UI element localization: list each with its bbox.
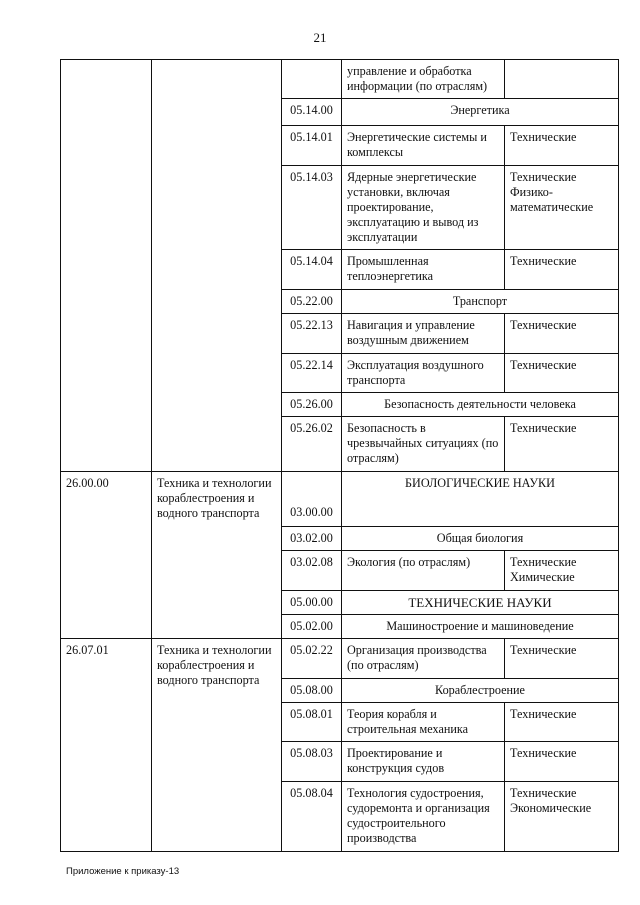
- specialty-code: 05.22.00: [282, 290, 342, 314]
- section-heading: ТЕХНИЧЕСКИЕ НАУКИ: [342, 591, 619, 615]
- science-branch: [505, 551, 619, 591]
- specialty-code: 05.14.00: [282, 99, 342, 126]
- specialty-code: 05.08.03: [282, 742, 342, 782]
- science-branch-line: Физико-математические: [510, 185, 594, 214]
- group-name: Техника и технологии кораблестроения и водного транспорта: [152, 639, 282, 852]
- science-branch: [505, 166, 619, 250]
- specialty-code: 05.08.04: [282, 782, 342, 852]
- specialty-code: 03.02.08: [282, 551, 342, 591]
- specialty-name: Организация производства (по отраслям): [342, 639, 505, 679]
- science-branch: Технические: [505, 639, 619, 679]
- empty-cell: [61, 60, 152, 472]
- section-heading: Транспорт: [342, 290, 619, 314]
- specialty-name: Безопасность в чрезвычайных ситуациях (по отраслям): [342, 417, 505, 472]
- science-branch: Технические: [505, 354, 619, 393]
- science-branch: [505, 782, 619, 852]
- group-code: 26.00.00: [61, 472, 152, 639]
- specialty-name: Промышленная теплоэнергетика: [342, 250, 505, 290]
- science-branch-line: Технические: [510, 786, 577, 800]
- specialty-code: 03.00.00: [282, 472, 342, 527]
- section-heading: Энергетика: [342, 99, 619, 126]
- science-branch: Технические: [505, 703, 619, 742]
- specialty-name: Ядерные энергетические установки, включая проектирование, эксплуатацию и вывод из эксплуатации: [342, 166, 505, 250]
- empty-cell: [282, 60, 342, 99]
- specialty-code: 05.02.22: [282, 639, 342, 679]
- specialty-name: Энергетические системы и комплексы: [342, 126, 505, 166]
- specialty-name: Теория корабля и строительная механика: [342, 703, 505, 742]
- footer-note: Приложение к приказу-13: [66, 866, 180, 877]
- group-name: Техника и технологии кораблестроения и водного транспорта: [152, 472, 282, 639]
- page-number: 21: [313, 30, 327, 45]
- specialty-name: Проектирование и конструкция судов: [342, 742, 505, 782]
- section-heading: Безопасность деятельности человека: [342, 393, 619, 417]
- specialty-name: управление и обработка информации (по отраслям): [342, 60, 505, 99]
- specialty-name: Экология (по отраслям): [342, 551, 505, 591]
- science-branch: Технические: [505, 314, 619, 354]
- science-branch-line: Экономические: [510, 801, 592, 815]
- empty-cell: [505, 60, 619, 99]
- specialty-code: 05.14.03: [282, 166, 342, 250]
- specialty-code: 05.26.00: [282, 393, 342, 417]
- empty-cell: [152, 60, 282, 472]
- science-branch: Технические: [505, 126, 619, 166]
- specialty-table: [60, 59, 619, 852]
- specialty-code: 05.00.00: [282, 591, 342, 615]
- specialty-code: 05.26.02: [282, 417, 342, 472]
- specialty-name: Навигация и управление воздушным движением: [342, 314, 505, 354]
- specialty-code: 05.14.04: [282, 250, 342, 290]
- section-heading: Машиностроение и машиноведение: [342, 615, 619, 639]
- science-branch: Технические: [505, 417, 619, 472]
- specialty-code: 05.14.01: [282, 126, 342, 166]
- science-branch-line: Химические: [510, 570, 575, 584]
- science-branch: Технические: [505, 742, 619, 782]
- specialty-code: 05.08.01: [282, 703, 342, 742]
- table-row: [61, 472, 619, 527]
- group-code: 26.07.01: [61, 639, 152, 852]
- table-row: [61, 60, 619, 99]
- science-branch: Технические: [505, 250, 619, 290]
- specialty-code: 05.08.00: [282, 679, 342, 703]
- specialty-name: Технология судостроения, судоремонта и организация судостроительного производства: [342, 782, 505, 852]
- specialty-code: 05.02.00: [282, 615, 342, 639]
- specialty-code: 03.02.00: [282, 527, 342, 551]
- section-heading: Общая биология: [342, 527, 619, 551]
- specialty-name: Эксплуатация воздушного транспорта: [342, 354, 505, 393]
- section-heading: БИОЛОГИЧЕСКИЕ НАУКИ: [342, 472, 619, 527]
- science-branch-line: Технические: [510, 170, 577, 184]
- table-row: [61, 639, 619, 679]
- section-heading: Кораблестроение: [342, 679, 619, 703]
- specialty-code: 05.22.14: [282, 354, 342, 393]
- specialty-code: 05.22.13: [282, 314, 342, 354]
- science-branch-line: Технические: [510, 555, 577, 569]
